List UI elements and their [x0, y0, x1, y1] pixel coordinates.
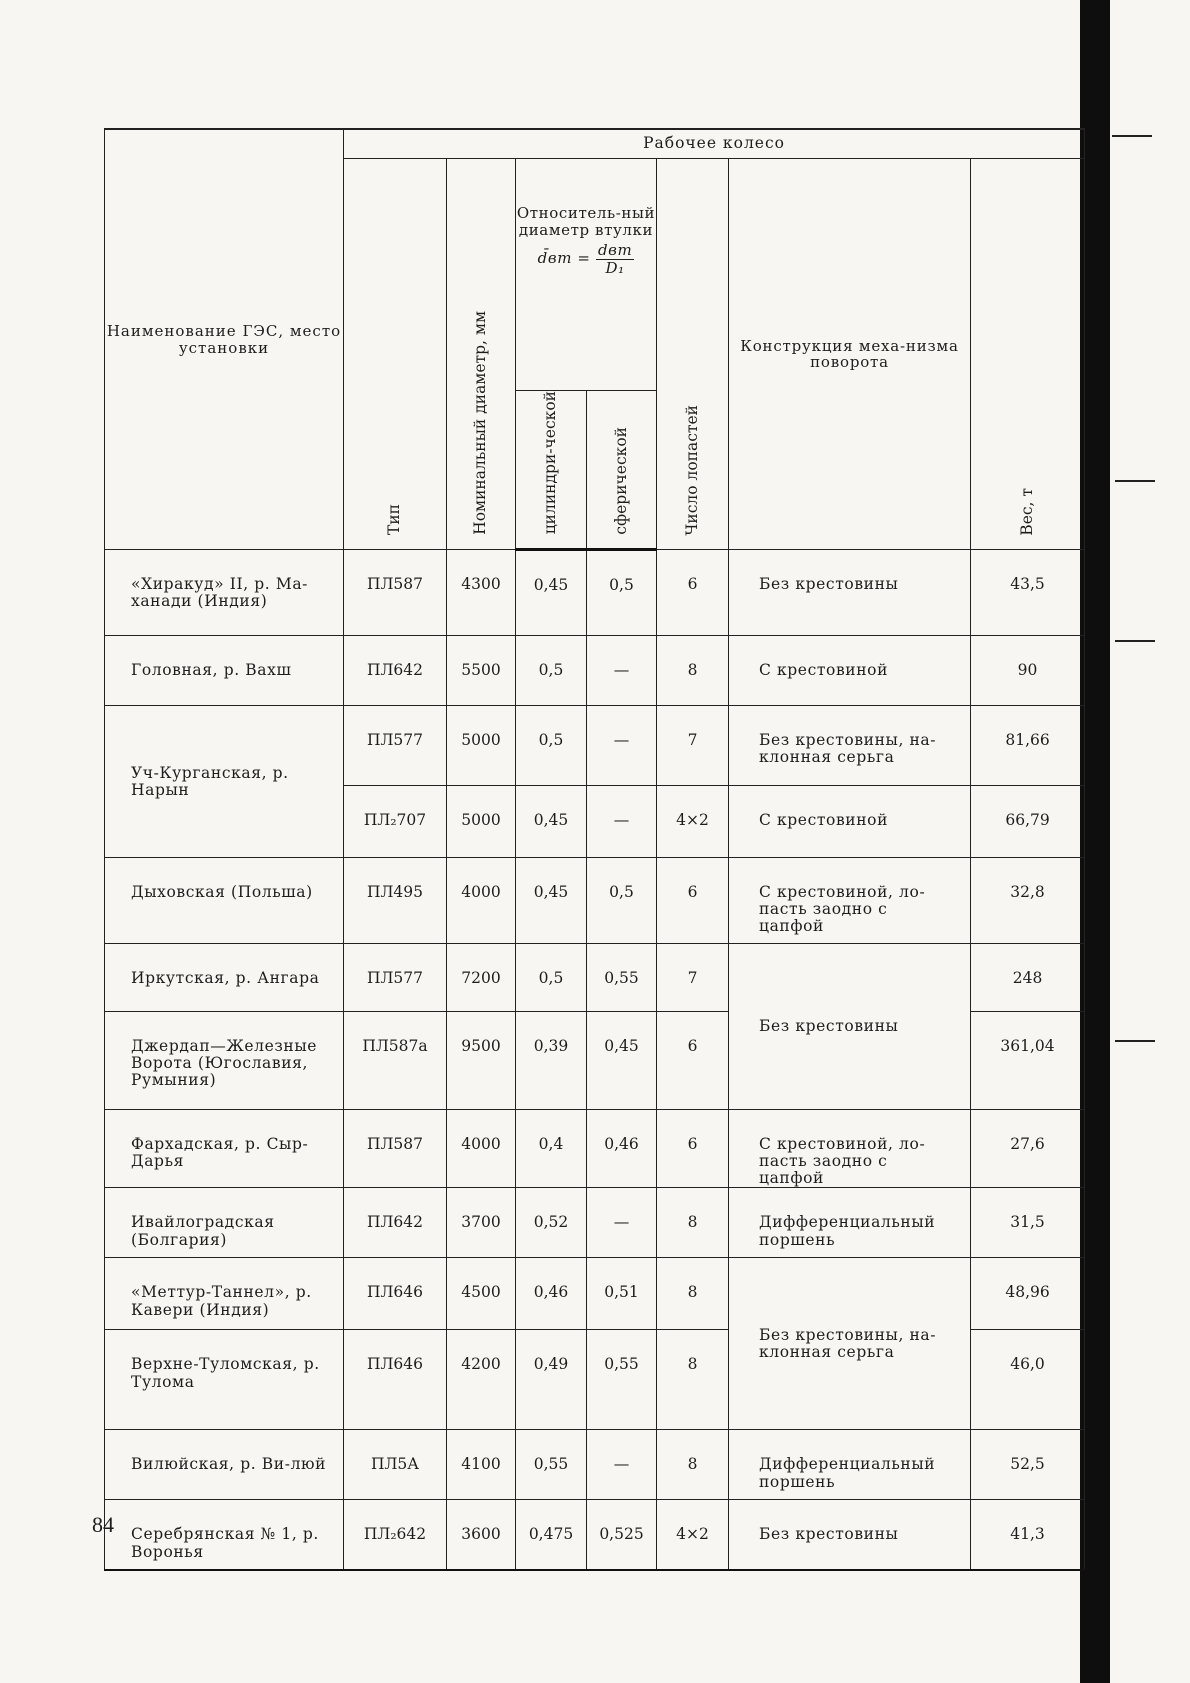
cell-spherical: 0,5 [587, 550, 657, 636]
cell-type: ПЛ642 [344, 1188, 447, 1258]
cell-blades: 6 [657, 550, 729, 636]
cell-diameter: 5000 [447, 786, 516, 858]
edge-tick [1112, 135, 1152, 137]
cell-cylindrical: 0,39 [516, 1012, 587, 1110]
cell-blades: 6 [657, 1110, 729, 1188]
cell-spherical: 0,45 [587, 1012, 657, 1110]
cell-weight: 248 [971, 944, 1085, 1012]
cell-blades: 8 [657, 1430, 729, 1500]
cell-spherical: — [587, 786, 657, 858]
scan-margin [1110, 0, 1190, 1683]
cell-mechanism: С крестовиной [729, 636, 971, 706]
cell-weight: 66,79 [971, 786, 1085, 858]
cell-cylindrical: 0,5 [516, 706, 587, 786]
cell-mechanism: С крестовиной [729, 786, 971, 858]
cell-mechanism: Без крестовины [729, 550, 971, 636]
header-type-label: Тип [385, 504, 404, 536]
formula-denominator: D₁ [605, 258, 625, 277]
cell-spherical: 0,46 [587, 1110, 657, 1188]
cell-spherical: 0,55 [587, 1330, 657, 1430]
header-type [344, 159, 447, 550]
cell-cylindrical: 0,5 [516, 944, 587, 1012]
hub-ratio-formula [538, 242, 635, 276]
header-weight-label: Вес, т [1018, 487, 1036, 536]
turbine-runner-table [104, 128, 1085, 1571]
cell-diameter: 3700 [447, 1188, 516, 1258]
cell-blades: 4×2 [657, 786, 729, 858]
cell-diameter: 9500 [447, 1012, 516, 1110]
cell-type: ПЛ495 [344, 858, 447, 944]
header-runner-group [344, 129, 1085, 159]
cell-diameter: 3600 [447, 1500, 516, 1570]
cell-type: ПЛ₂642 [344, 1500, 447, 1570]
cell-spherical: 0,525 [587, 1500, 657, 1570]
header-station-name [105, 129, 344, 550]
cell-diameter: 7200 [447, 944, 516, 1012]
header-blades [657, 159, 729, 550]
cell-weight: 31,5 [971, 1188, 1085, 1258]
cell-spherical: 0,5 [587, 858, 657, 944]
header-mechanism [729, 159, 971, 550]
cell-weight: 48,96 [971, 1258, 1085, 1330]
header-diameter [447, 159, 516, 550]
cell-blades: 8 [657, 636, 729, 706]
table-row [105, 1188, 1085, 1258]
cell-blades: 7 [657, 944, 729, 1012]
cell-weight: 41,3 [971, 1500, 1085, 1570]
cell-cylindrical: 0,45 [516, 858, 587, 944]
header-cylindrical-label: цилиндри-ческой [541, 391, 560, 535]
edge-tick [1115, 480, 1155, 482]
edge-tick [1115, 640, 1155, 642]
header-mechanism-label: Конструкция меха-низма поворота [740, 336, 959, 372]
cell-type: ПЛ577 [344, 944, 447, 1012]
cell-station: Иркутская, р. Ангара [105, 944, 344, 1012]
cell-type: ПЛ646 [344, 1258, 447, 1330]
cell-diameter: 4200 [447, 1330, 516, 1430]
cell-spherical: 0,51 [587, 1258, 657, 1330]
table-row [105, 944, 1085, 1012]
header-diameter-label: Номинальный диаметр, мм [471, 311, 490, 536]
cell-mechanism: Без крестовины, на-клонная серьга [729, 1258, 971, 1430]
formula-numerator: dвт [597, 241, 633, 259]
cell-mechanism: С крестовиной, ло-пасть заодно с цапфой [729, 858, 971, 944]
cell-spherical: — [587, 1188, 657, 1258]
cell-station: Фархадская, р. Сыр-Дарья [105, 1110, 344, 1188]
header-cylindrical [516, 391, 587, 550]
header-relative-diameter [516, 159, 657, 391]
table-row [105, 1110, 1085, 1188]
cell-mechanism: Дифференциальный поршень [729, 1430, 971, 1500]
header-station-name-label: Наименование ГЭС, место установки [106, 322, 342, 357]
cell-cylindrical: 0,4 [516, 1110, 587, 1188]
formula-left: d̄вт = [537, 249, 591, 267]
cell-type: ПЛ642 [344, 636, 447, 706]
cell-station: Серебрянская № 1, р. Воронья [105, 1500, 344, 1570]
cell-station: Вилюйская, р. Ви-люй [105, 1430, 344, 1500]
cell-diameter: 4300 [447, 550, 516, 636]
cell-station: Ивайлоградская (Болгария) [105, 1188, 344, 1258]
cell-cylindrical: 0,45 [516, 550, 587, 636]
header-relative-diameter-label: Относитель-ный диаметр втулки [516, 204, 656, 239]
table-row [105, 706, 1085, 786]
cell-blades: 6 [657, 1012, 729, 1110]
formula-fraction [596, 242, 634, 276]
cell-station: Уч-Курганская, р. Нарын [105, 706, 344, 858]
table-row [105, 1430, 1085, 1500]
cell-station: «Меттур-Таннел», р. Кавери (Индия) [105, 1258, 344, 1330]
cell-station: Джердап—Железные Ворота (Югославия, Румыния) [105, 1012, 344, 1110]
cell-spherical: — [587, 706, 657, 786]
cell-station: «Хиракуд» II, р. Ма-ханади (Индия) [105, 550, 344, 636]
header-spherical [587, 391, 657, 550]
header-blades-label: Число лопастей [682, 404, 701, 536]
table-row [105, 550, 1085, 636]
header-spherical-label: сферической [611, 426, 630, 535]
cell-mechanism: С крестовиной, ло-пасть заодно с цапфой [729, 1110, 971, 1188]
cell-mechanism: Без крестовины [729, 1500, 971, 1570]
edge-tick [1115, 1040, 1155, 1042]
cell-weight: 27,6 [971, 1110, 1085, 1188]
cell-diameter: 5500 [447, 636, 516, 706]
cell-blades: 8 [657, 1258, 729, 1330]
cell-blades: 4×2 [657, 1500, 729, 1570]
cell-mechanism: Дифференциальный поршень [729, 1188, 971, 1258]
header-weight [971, 159, 1085, 550]
cell-type: ПЛ587 [344, 550, 447, 636]
cell-weight: 52,5 [971, 1430, 1085, 1500]
cell-weight: 46,0 [971, 1330, 1085, 1430]
cell-station: Верхне-Туломская, р. Тулома [105, 1330, 344, 1430]
cell-diameter: 4100 [447, 1430, 516, 1500]
cell-blades: 7 [657, 706, 729, 786]
cell-blades: 8 [657, 1330, 729, 1430]
cell-cylindrical: 0,5 [516, 636, 587, 706]
cell-type: ПЛ646 [344, 1330, 447, 1430]
cell-mechanism: Без крестовины [729, 944, 971, 1110]
cell-station: Головная, р. Вахш [105, 636, 344, 706]
cell-spherical: — [587, 636, 657, 706]
cell-spherical: 0,55 [587, 944, 657, 1012]
cell-weight: 43,5 [971, 550, 1085, 636]
page-number: 84 [92, 1512, 114, 1537]
cell-cylindrical: 0,46 [516, 1258, 587, 1330]
cell-type: ПЛ587 [344, 1110, 447, 1188]
cell-spherical: — [587, 1430, 657, 1500]
table-row [105, 1500, 1085, 1570]
cell-diameter: 4000 [447, 1110, 516, 1188]
table-row [105, 1258, 1085, 1330]
cell-type: ПЛ₂707 [344, 786, 447, 858]
cell-weight: 81,66 [971, 706, 1085, 786]
cell-blades: 6 [657, 858, 729, 944]
cell-weight: 32,8 [971, 858, 1085, 944]
cell-diameter: 5000 [447, 706, 516, 786]
header-runner-group-label: Рабочее колесо [643, 134, 785, 153]
cell-cylindrical: 0,49 [516, 1330, 587, 1430]
table-row [105, 636, 1085, 706]
cell-blades: 8 [657, 1188, 729, 1258]
cell-cylindrical: 0,45 [516, 786, 587, 858]
cell-cylindrical: 0,475 [516, 1500, 587, 1570]
cell-type: ПЛ577 [344, 706, 447, 786]
cell-diameter: 4000 [447, 858, 516, 944]
cell-cylindrical: 0,52 [516, 1188, 587, 1258]
cell-mechanism: Без крестовины, на-клонная серьга [729, 706, 971, 786]
cell-weight: 361,04 [971, 1012, 1085, 1110]
cell-weight: 90 [971, 636, 1085, 706]
cell-type: ПЛ5А [344, 1430, 447, 1500]
cell-cylindrical: 0,55 [516, 1430, 587, 1500]
cell-type: ПЛ587а [344, 1012, 447, 1110]
cell-station: Дыховская (Польша) [105, 858, 344, 944]
cell-diameter: 4500 [447, 1258, 516, 1330]
table-row [105, 858, 1085, 944]
